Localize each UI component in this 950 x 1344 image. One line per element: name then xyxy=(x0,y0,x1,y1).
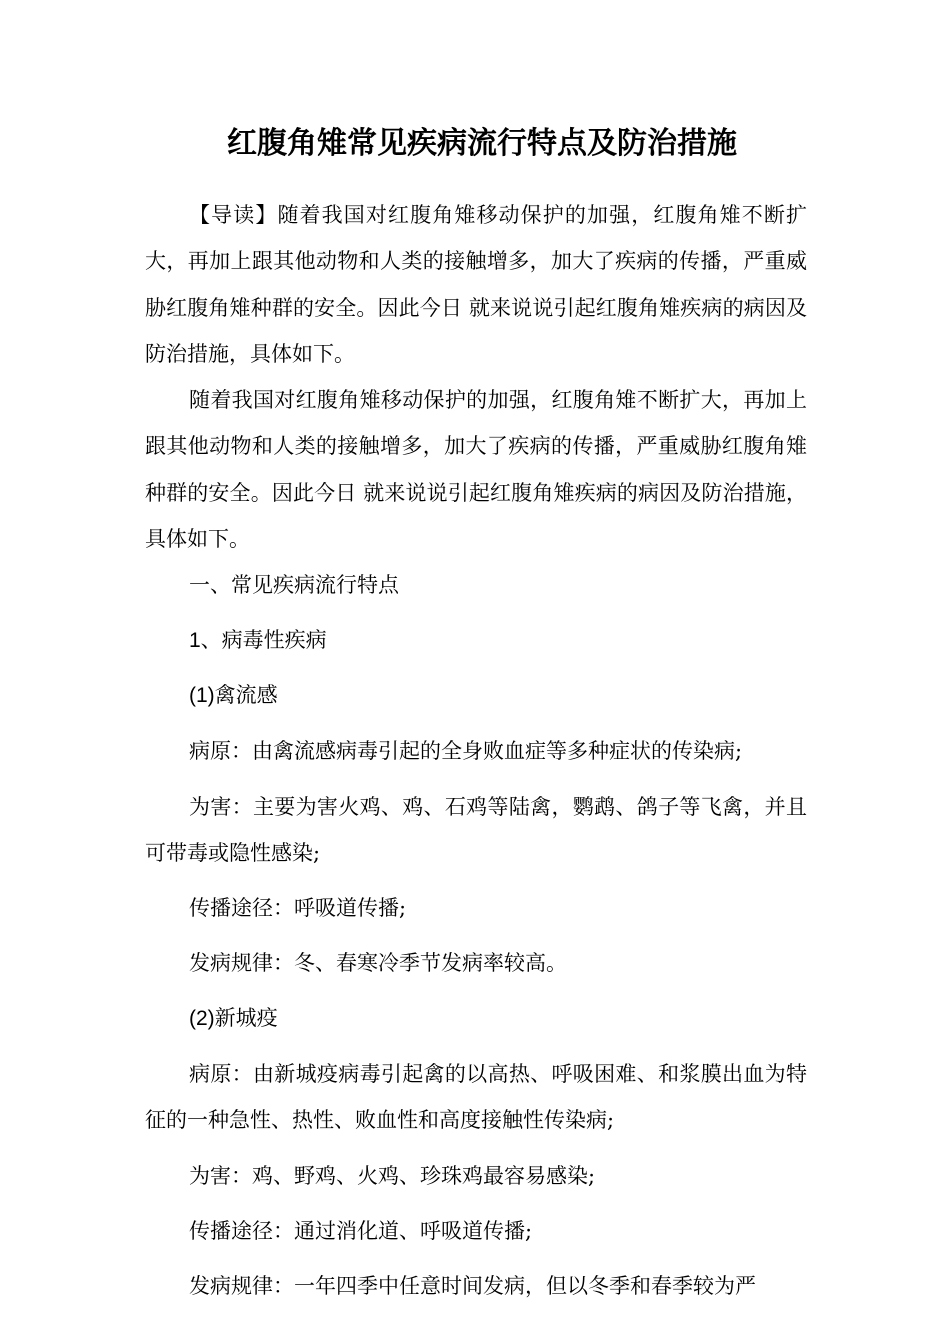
body-paragraph: 随着我国对红腹角雉移动保护的加强，红腹角雉不断扩大，再加上跟其他动物和人类的接触增多，加大了疾病的传播，严重威胁红腹角雉种群的安全。因此今日 就来说说引起红腹角雉疾病的病因及防治措施，具体如下。 xyxy=(145,388,807,552)
disease-heading-avian-flu: (1)禽流感 xyxy=(189,683,278,707)
disease-heading-newcastle: (2)新城疫 xyxy=(189,1006,278,1030)
transmission-paragraph: 传播途径：呼吸道传播; xyxy=(189,896,407,921)
subsection-heading: 1、病毒性疾病 xyxy=(189,628,327,652)
harm-paragraph: 为害：鸡、野鸡、火鸡、珍珠鸡最容易感染; xyxy=(189,1163,596,1188)
pathogen-paragraph: 病原：由新城疫病毒引起禽的以高热、呼吸困难、和浆膜出血为特征的一种急性、热性、败血性和高度接触性传染病; xyxy=(145,1062,807,1133)
section-heading: 一、常见疾病流行特点 xyxy=(189,573,399,598)
pattern-paragraph: 发病规律：一年四季中任意时间发病，但以冬季和春季较为严 xyxy=(189,1274,756,1299)
transmission-paragraph: 传播途径：通过消化道、呼吸道传播; xyxy=(189,1218,533,1243)
pattern-paragraph: 发病规律：冬、春寒冷季节发病率较高。 xyxy=(189,951,567,976)
pathogen-paragraph: 病原：由禽流感病毒引起的全身败血症等多种症状的传染病; xyxy=(189,739,743,764)
document-title: 红腹角雉常见疾病流行特点及防治措施 xyxy=(227,126,737,161)
harm-paragraph: 为害：主要为害火鸡、鸡、石鸡等陆禽，鹦鹉、鸽子等飞禽，并且可带毒或隐性感染; xyxy=(145,794,807,865)
document-body xyxy=(145,118,807,1310)
intro-paragraph: 【导读】随着我国对红腹角雉移动保护的加强，红腹角雉不断扩大，再加上跟其他动物和人类的接触增多，加大了疾病的传播，严重威胁红腹角雉种群的安全。因此今日 就来说说引起红腹角雉疾病的病因及防治措施，具体如下。 xyxy=(145,203,807,366)
